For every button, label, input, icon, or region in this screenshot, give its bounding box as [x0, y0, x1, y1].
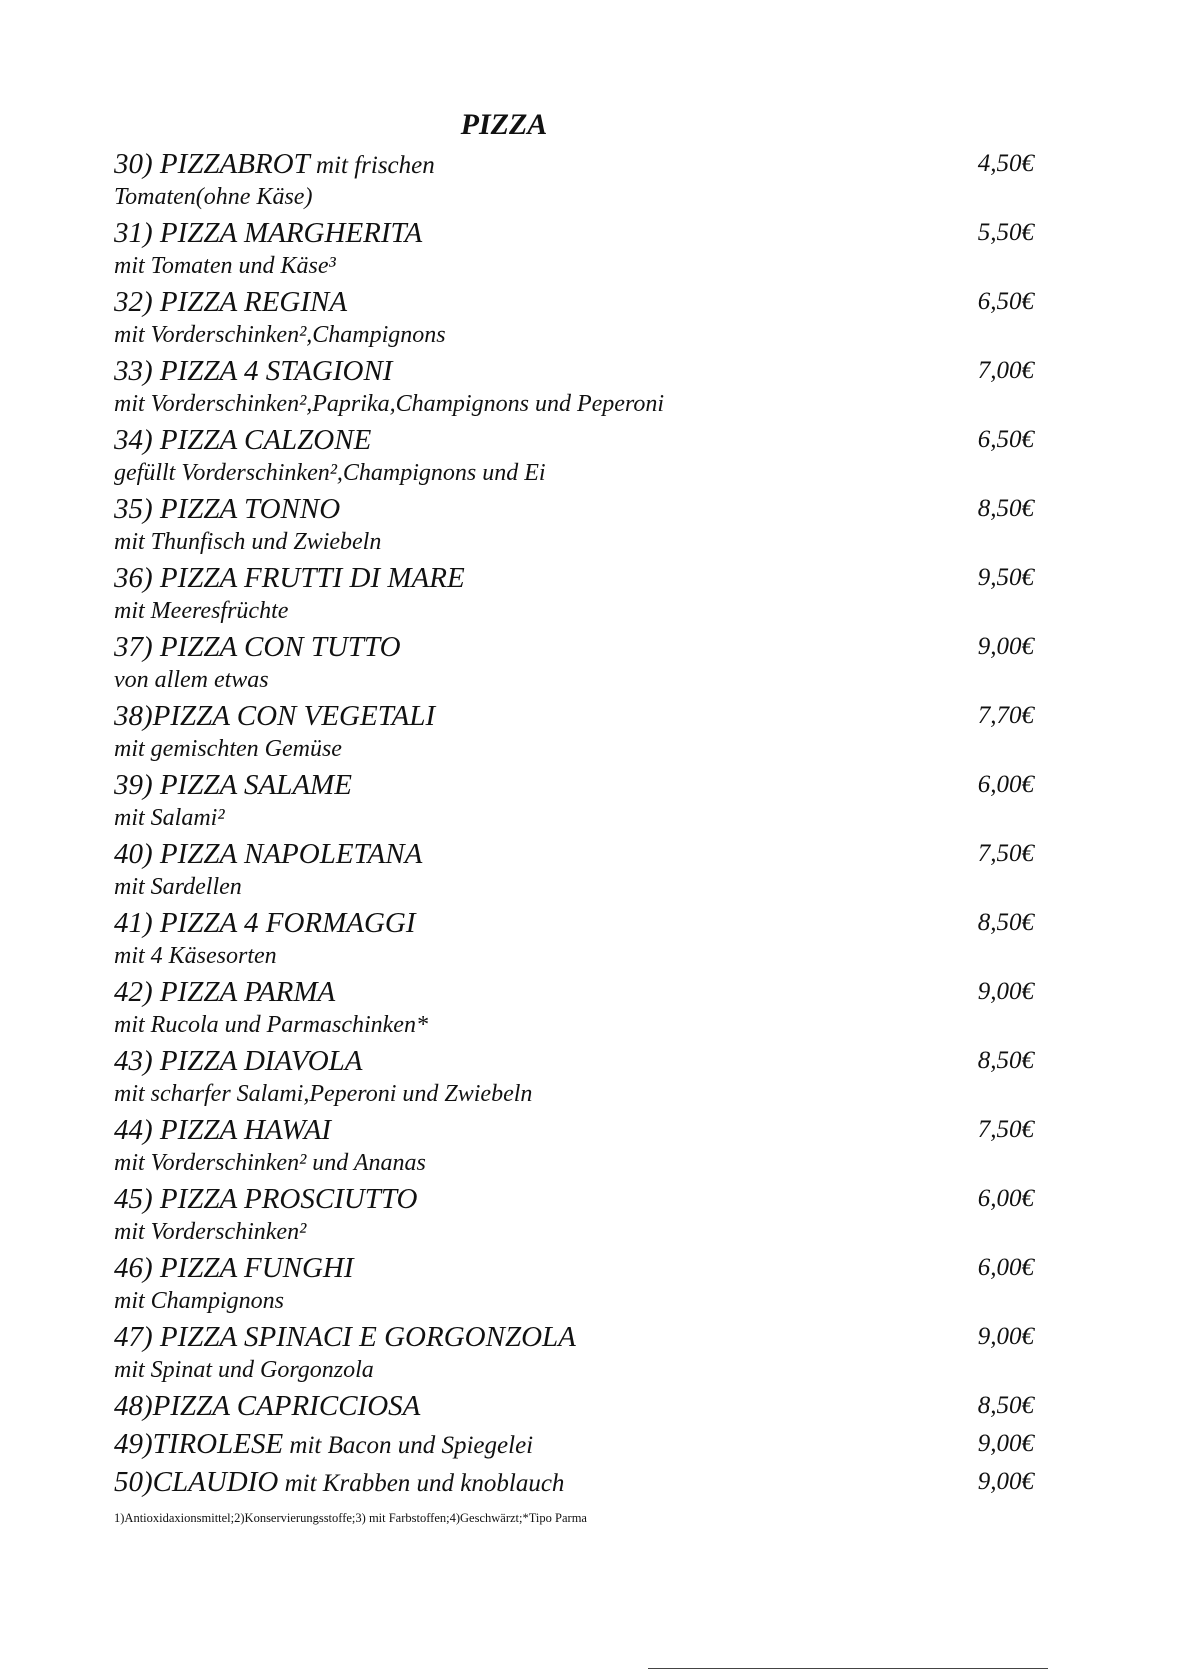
menu-item-name: 50)CLAUDIO: [114, 1466, 279, 1498]
menu-item-name: 42) PIZZA PARMA: [114, 976, 336, 1008]
menu-item: [114, 1181, 1034, 1250]
menu-item-price: 9,50€: [977, 564, 1034, 591]
menu-item-description: mit Sardellen: [114, 874, 242, 900]
menu-item-row: [114, 1112, 1034, 1148]
menu-item-description: gefüllt Vorderschinken²,Champignons und Ei: [114, 460, 546, 486]
menu-item-description: mit 4 Käsesorten: [114, 943, 277, 969]
menu-item-price: 6,50€: [977, 288, 1034, 315]
menu-item-description: mit Vorderschinken²: [114, 1219, 307, 1245]
allergen-footnote: 1)Antioxidaxionsmittel;2)Konservierungsstoffe;3) mit Farbstoffen;4)Geschwärzt;*Tipo Parma: [114, 1511, 587, 1525]
menu-item-name: 47) PIZZA SPINACI E GORGONZOLA: [114, 1321, 576, 1353]
menu-item-price: 9,00€: [977, 1468, 1034, 1495]
menu-item: [114, 698, 1034, 767]
menu-item-row: [114, 1388, 1034, 1426]
menu-item-description: mit gemischten Gemüse: [114, 736, 342, 762]
menu-item-name: 48)PIZZA CAPRICCIOSA: [114, 1390, 421, 1422]
menu-item-row: [114, 1250, 1034, 1286]
menu-item-row: [114, 905, 1034, 941]
menu-item-description: mit Vorderschinken²,Champignons: [114, 322, 446, 348]
menu-item-price: 6,00€: [977, 1185, 1034, 1212]
menu-item-name: 38)PIZZA CON VEGETALI: [114, 700, 436, 732]
menu-item: [114, 1319, 1034, 1388]
menu-item-row: [114, 1181, 1034, 1217]
menu-item-name: 46) PIZZA FUNGHI: [114, 1252, 354, 1284]
menu-item-price: 5,50€: [977, 219, 1034, 246]
menu-title: PIZZA: [460, 108, 548, 141]
menu-item-name: 45) PIZZA PROSCIUTTO: [114, 1183, 418, 1215]
menu-item: [114, 284, 1034, 353]
menu-item-price: 7,00€: [977, 357, 1034, 384]
menu-item-name: 34) PIZZA CALZONE: [114, 424, 372, 456]
menu-item: [114, 836, 1034, 905]
menu-item: [114, 905, 1034, 974]
menu-item: [114, 767, 1034, 836]
menu-item: [114, 422, 1034, 491]
menu-item-name: 30) PIZZABROT: [114, 148, 310, 180]
menu-item: [114, 491, 1034, 560]
menu-item-name: 44) PIZZA HAWAI: [114, 1114, 332, 1146]
menu-item-description: mit Rucola und Parmaschinken*: [114, 1012, 428, 1038]
menu-item-row: [114, 698, 1034, 734]
menu-item-price: 9,00€: [977, 978, 1034, 1005]
menu-item-row: [114, 767, 1034, 803]
menu-item-name: 41) PIZZA 4 FORMAGGI: [114, 907, 416, 939]
menu-item: [114, 146, 1034, 215]
menu-item-name-suffix: mit frischen: [309, 152, 435, 179]
menu-item-price: 9,00€: [977, 1323, 1034, 1350]
menu-item-name: 35) PIZZA TONNO: [114, 493, 341, 525]
menu-item: [114, 353, 1034, 422]
menu-item-price: 7,50€: [977, 840, 1034, 867]
menu-item-description: mit Thunfisch und Zwiebeln: [114, 529, 382, 555]
menu-item-row: [114, 560, 1034, 596]
menu-item: [114, 1043, 1034, 1112]
menu-item-name: 37) PIZZA CON TUTTO: [114, 631, 401, 663]
menu-item-row: [114, 1426, 1034, 1464]
menu-item-row: [114, 491, 1034, 527]
menu-item: [114, 629, 1034, 698]
menu-item-row: [114, 1043, 1034, 1079]
menu-item-row: [114, 1464, 1034, 1502]
menu-item-description: Tomaten(ohne Käse): [114, 184, 313, 210]
menu-item: [114, 1464, 1034, 1502]
menu-item-description: mit Champignons: [114, 1288, 285, 1314]
menu-item-description: mit Vorderschinken²,Paprika,Champignons und Peperoni: [114, 391, 665, 417]
menu-item: [114, 1388, 1034, 1426]
menu-item-name: 49)TIROLESE: [114, 1428, 284, 1460]
menu-item-name: 39) PIZZA SALAME: [114, 769, 352, 801]
menu-item-description: mit scharfer Salami,Peperoni und Zwiebeln: [114, 1081, 533, 1107]
menu-item-name: 36) PIZZA FRUTTI DI MARE: [114, 562, 465, 594]
menu-item-description: mit Spinat und Gorgonzola: [114, 1357, 374, 1383]
menu-item-description: mit Meeresfrüchte: [114, 598, 289, 624]
menu-item-price: 9,00€: [977, 1430, 1034, 1457]
menu-item-price: 7,70€: [977, 702, 1034, 729]
menu-item-row: [114, 629, 1034, 665]
menu-item-price: 6,50€: [977, 426, 1034, 453]
menu-item-row: [114, 422, 1034, 458]
menu-item: [114, 215, 1034, 284]
menu-item-name: 40) PIZZA NAPOLETANA: [114, 838, 423, 870]
menu-item: [114, 974, 1034, 1043]
menu-item: [114, 1112, 1034, 1181]
menu-item-price: 8,50€: [977, 1392, 1034, 1419]
menu-item-price: 9,00€: [977, 633, 1034, 660]
menu-item-price: 8,50€: [977, 909, 1034, 936]
menu-item-name-suffix: mit Krabben und knoblauch: [278, 1470, 565, 1497]
menu-item-price: 8,50€: [977, 1047, 1034, 1074]
menu-item-row: [114, 974, 1034, 1010]
menu-item-name: 33) PIZZA 4 STAGIONI: [114, 355, 393, 387]
menu-item-name: 32) PIZZA REGINA: [114, 286, 348, 318]
menu-item-row: [114, 215, 1034, 251]
menu-item-description: mit Salami²: [114, 805, 225, 831]
menu-item-name: 43) PIZZA DIAVOLA: [114, 1045, 363, 1077]
menu-item-description: von allem etwas: [114, 667, 269, 693]
menu-item: [114, 1426, 1034, 1464]
menu-item: [114, 560, 1034, 629]
menu-item-row: [114, 1319, 1034, 1355]
menu-item-price: 6,00€: [977, 771, 1034, 798]
menu-item-name-suffix: mit Bacon und Spiegelei: [283, 1432, 534, 1459]
menu-item-price: 6,00€: [977, 1254, 1034, 1281]
menu-item-row: [114, 146, 1034, 182]
pizza-menu-list: [114, 146, 1034, 1502]
menu-item-description: mit Vorderschinken² und Ananas: [114, 1150, 426, 1176]
menu-item-price: 7,50€: [977, 1116, 1034, 1143]
menu-item: [114, 1250, 1034, 1319]
menu-item-row: [114, 284, 1034, 320]
menu-item-name: 31) PIZZA MARGHERITA: [114, 217, 423, 249]
menu-item-price: 4,50€: [977, 150, 1034, 177]
menu-item-description: mit Tomaten und Käse³: [114, 253, 336, 279]
menu-item-price: 8,50€: [977, 495, 1034, 522]
bottom-rule: [648, 1668, 1048, 1669]
menu-item-row: [114, 353, 1034, 389]
menu-item-row: [114, 836, 1034, 872]
